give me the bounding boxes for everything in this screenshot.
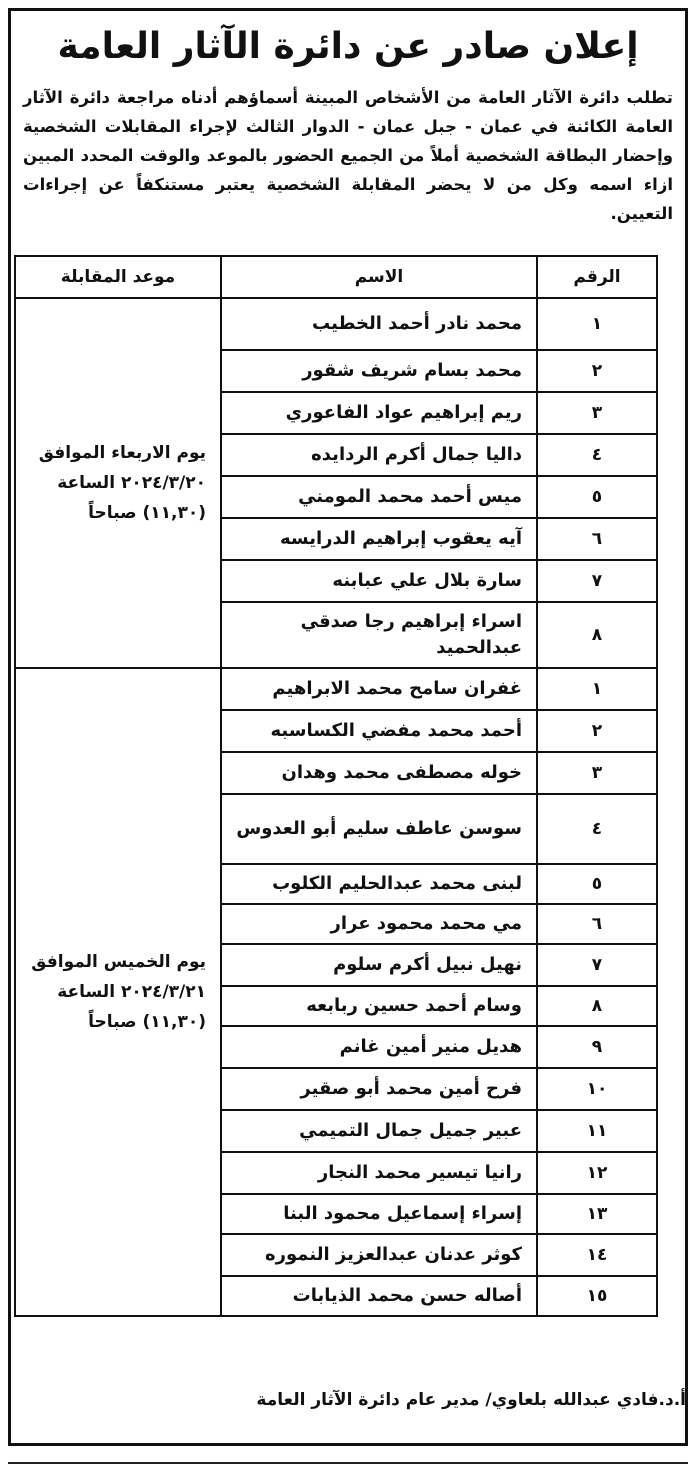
row-name: عبير جميل جمال التميمي	[221, 1110, 537, 1152]
row-name: كوثر عدنان عبدالعزيز النموره	[221, 1234, 537, 1276]
row-number: ٣	[537, 392, 657, 434]
row-number: ١٠	[537, 1068, 657, 1110]
row-name: هديل منير أمين غانم	[221, 1026, 537, 1068]
row-name: ريم إبراهيم عواد الفاعوري	[221, 392, 537, 434]
row-name: أصاله حسن محمد الذيابات	[221, 1276, 537, 1316]
row-number: ١٤	[537, 1234, 657, 1276]
row-name: أحمد محمد مفضي الكساسبه	[221, 710, 537, 752]
row-number: ٤	[537, 794, 657, 864]
table-row	[15, 668, 657, 710]
row-name: سوسن عاطف سليم أبو العدوس	[221, 794, 537, 864]
row-number: ٥	[537, 864, 657, 904]
signature-line: أ.د.فادي عبدالله بلعاوي/ مدير عام دائرة الآثار العامة	[256, 1390, 686, 1410]
row-number: ١٣	[537, 1194, 657, 1234]
header-number: الرقم	[537, 256, 657, 298]
row-name: إسراء إسماعيل محمود البنا	[221, 1194, 537, 1234]
row-name: محمد بسام شريف شقور	[221, 350, 537, 392]
interview-schedule-table	[14, 255, 658, 1317]
row-name: وسام أحمد حسين ربابعه	[221, 986, 537, 1026]
row-number: ٢	[537, 350, 657, 392]
row-number: ٢	[537, 710, 657, 752]
announcement-intro: تطلب دائرة الآثار العامة من الأشخاص المبينة أسماؤهم أدناه مراجعة دائرة الآثار العامة الكائنة في عمان - جبل عمان - الدوار الثالث لإجراء المقابلات الشخصية وإحضار البطاقة الشخصية أملاً من الجميع الحضور بالموعد والوقت المحدد المبين ازاء اسمه وكل من لا يحضر المقابلة الشخصية يعتبر مستنكفاً عن إجراءات التعيين.	[23, 88, 673, 223]
group-interview-time: يوم الاربعاء الموافق ٢٠٢٤/٣/٢٠ الساعة (١١,٣٠) صباحاً	[15, 298, 221, 668]
table-body	[15, 298, 657, 1316]
row-name: داليا جمال أكرم الردايده	[221, 434, 537, 476]
row-number: ٩	[537, 1026, 657, 1068]
row-name: اسراء إبراهيم رجا صدقي عبدالحميد	[221, 602, 537, 668]
row-name: لبنى محمد عبدالحليم الكلوب	[221, 864, 537, 904]
announcement-title: إعلان صادر عن دائرة الآثار العامة	[57, 26, 639, 67]
row-name: محمد نادر أحمد الخطيب	[221, 298, 537, 350]
table-header-row	[15, 256, 657, 298]
row-name: مي محمد محمود عرار	[221, 904, 537, 944]
row-number: ٤	[537, 434, 657, 476]
row-number: ٨	[537, 602, 657, 668]
row-number: ٣	[537, 752, 657, 794]
row-name: رانيا تيسير محمد النجار	[221, 1152, 537, 1194]
row-name: خوله مصطفى محمد وهدان	[221, 752, 537, 794]
row-number: ١٢	[537, 1152, 657, 1194]
row-name: سارة بلال علي عبابنه	[221, 560, 537, 602]
row-number: ٦	[537, 904, 657, 944]
row-name: آيه يعقوب إبراهيم الدرايسه	[221, 518, 537, 560]
row-number: ٥	[537, 476, 657, 518]
row-number: ٨	[537, 986, 657, 1026]
header-name: الاسم	[221, 256, 537, 298]
row-number: ٧	[537, 560, 657, 602]
row-number: ١٥	[537, 1276, 657, 1316]
row-number: ١	[537, 668, 657, 710]
row-name: غفران سامح محمد الابراهيم	[221, 668, 537, 710]
row-number: ١١	[537, 1110, 657, 1152]
row-number: ١	[537, 298, 657, 350]
row-name: ميس أحمد محمد المومني	[221, 476, 537, 518]
table-row	[15, 298, 657, 350]
header-interview-time: موعد المقابلة	[15, 256, 221, 298]
row-name: فرح أمين محمد أبو صقير	[221, 1068, 537, 1110]
row-name: نهيل نبيل أكرم سلوم	[221, 944, 537, 986]
group-interview-time: يوم الخميس الموافق ٢٠٢٤/٣/٢١ الساعة (١١,٣٠) صباحاً	[15, 668, 221, 1316]
row-number: ٧	[537, 944, 657, 986]
bottom-divider	[8, 1462, 688, 1464]
row-number: ٦	[537, 518, 657, 560]
